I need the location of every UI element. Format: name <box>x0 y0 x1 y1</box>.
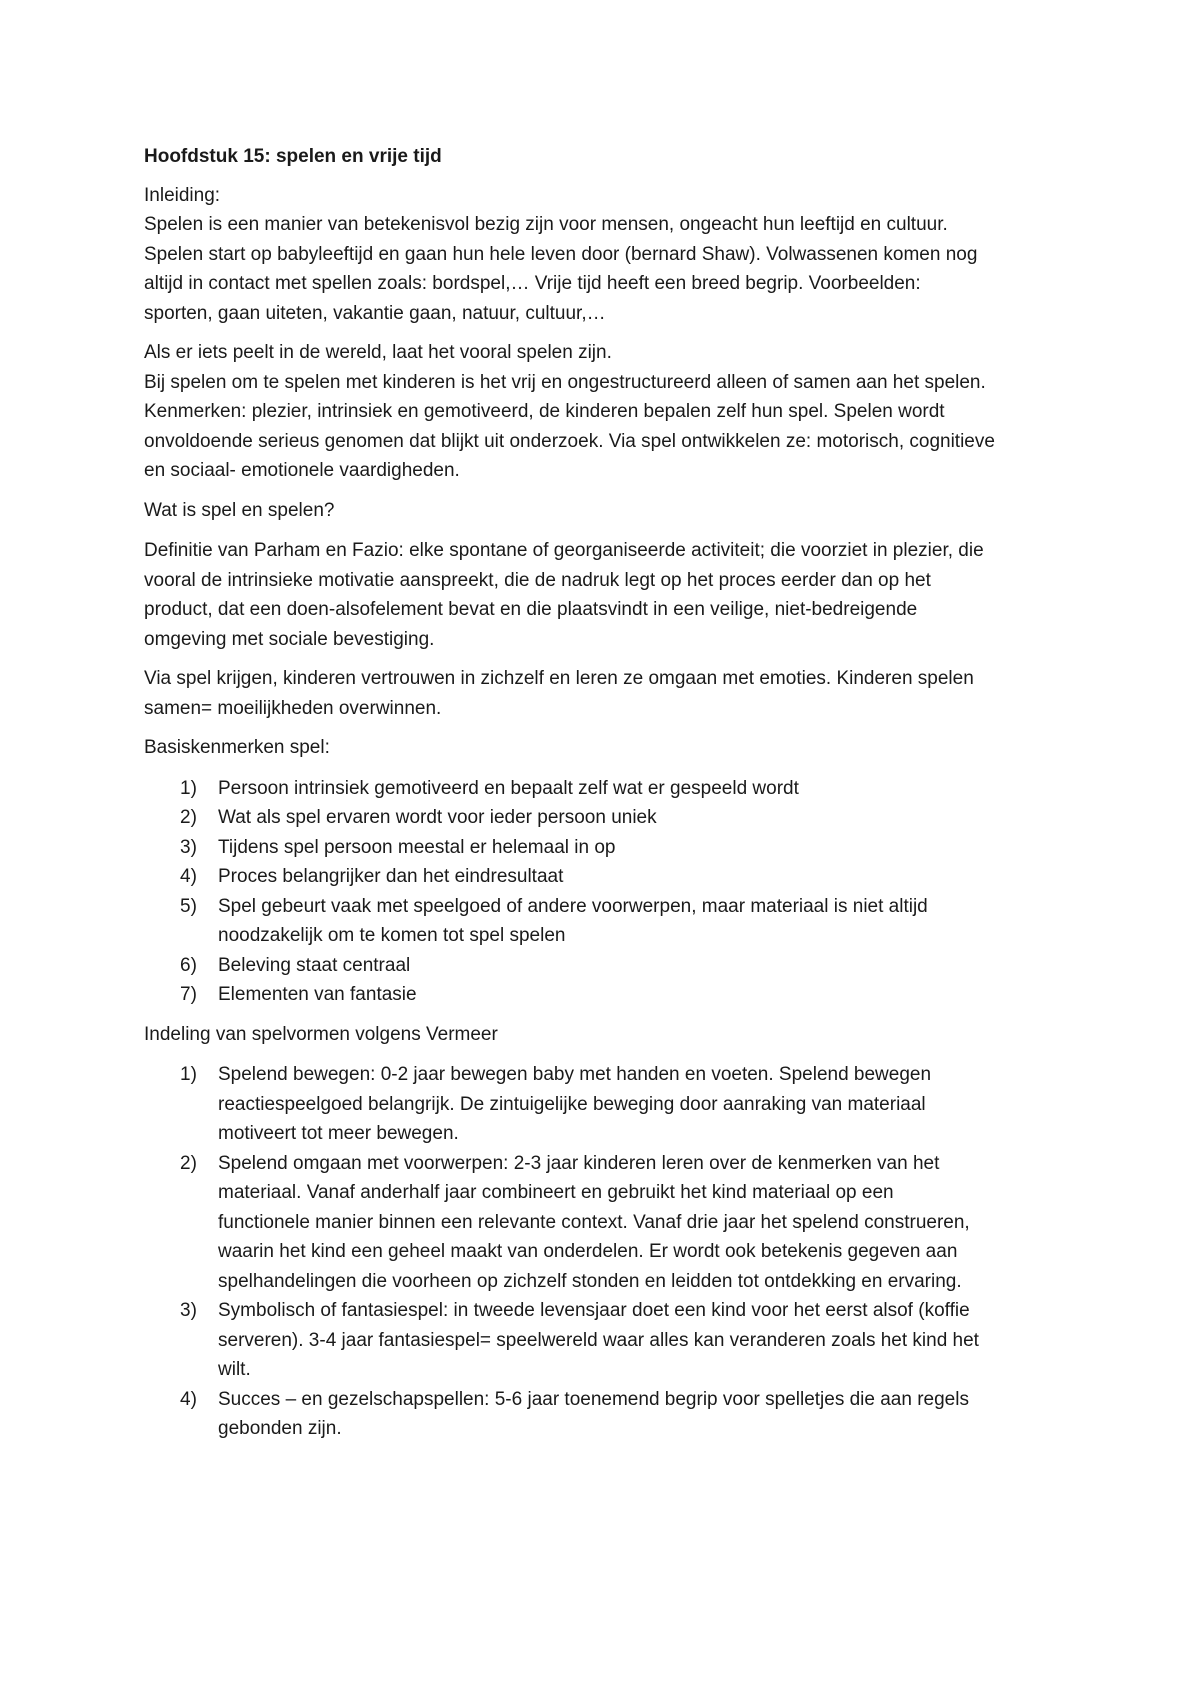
list-item <box>144 774 1074 804</box>
text-line: Kenmerken: plezier, intrinsiek en gemotiveerd, de kinderen bepalen zelf hun spel. Spelen wordt <box>144 401 945 422</box>
text-line: serveren). 3-4 jaar fantasiespel= speelwereld waar alles kan veranderen zoals het kind het <box>218 1329 979 1351</box>
play-paragraph <box>144 338 1074 486</box>
text-line: Beleving staat centraal <box>218 954 411 976</box>
list-item <box>144 803 1074 833</box>
text-line: Spelen start op babyleeftijd en gaan hun hele leven door (bernard Shaw). Volwassenen komen nog <box>144 243 978 265</box>
text-line: reactiespeelgoed belangrijk. De zintuigelijke beweging door aanraking van materiaal <box>218 1093 926 1115</box>
list-number: 2) <box>180 807 197 828</box>
list-number: 4) <box>180 866 197 887</box>
text-line: Bij spelen om te spelen met kinderen is het vrij en ongestructureerd alleen of samen aan het spelen. <box>144 371 986 393</box>
text-line: Wat als spel ervaren wordt voor ieder persoon uniek <box>218 807 657 828</box>
text-line: waarin het kind een geheel maakt van onderdelen. Er wordt ook betekenis gegeven aan <box>218 1241 958 1262</box>
text-line: Proces belangrijker dan het eindresultaat <box>218 866 564 887</box>
list-item <box>144 1296 1074 1385</box>
list-number: 1) <box>180 1064 197 1085</box>
text-line: Als er iets peelt in de wereld, laat het vooral spelen zijn. <box>144 342 612 363</box>
basic-characteristics-list <box>144 774 1074 1010</box>
text-line: Elementen van fantasie <box>218 984 417 1005</box>
text-line: Spelen is een manier van betekenisvol bezig zijn voor mensen, ongeacht hun leeftijd en cultuur. <box>144 214 948 235</box>
text-line: wilt. <box>218 1359 251 1380</box>
list-item <box>144 980 1074 1010</box>
list-item <box>144 1149 1074 1297</box>
text-line: Via spel krijgen, kinderen vertrouwen in zichzelf en leren ze omgaan met emoties. Kinderen spelen <box>144 668 974 689</box>
text-line: Spelend bewegen: 0-2 jaar bewegen baby met handen en voeten. Spelend bewegen <box>218 1064 932 1085</box>
text-line: product, dat een doen-alsofelement bevat en die plaatsvindt in een veilige, niet-bedreigende <box>144 599 918 620</box>
text-line: gebonden zijn. <box>218 1418 342 1439</box>
list-item <box>144 862 1074 892</box>
heading-what-is-play: Wat is spel en spelen? <box>144 499 335 521</box>
intro-label: Inleiding: <box>144 184 221 206</box>
text-line: functionele manier binnen een relevante context. Vanaf drie jaar het spelend construeren, <box>218 1211 970 1233</box>
list-item <box>144 892 1074 951</box>
via-spel-paragraph <box>144 664 1074 723</box>
document-body <box>144 142 1074 1454</box>
list-item <box>144 1060 1074 1149</box>
text-line: sporten, gaan uiteten, vakantie gaan, natuur, cultuur,… <box>144 302 606 324</box>
intro-paragraph <box>144 181 1074 329</box>
text-line: materiaal. Vanaf anderhalf jaar combineert en gebruikt het kind materiaal op een <box>218 1182 894 1203</box>
list-number: 2) <box>180 1152 197 1174</box>
text-line: samen= moeilijkheden overwinnen. <box>144 697 442 719</box>
text-line: motiveert tot meer bewegen. <box>218 1123 459 1144</box>
text-line: Tijdens spel persoon meestal er helemaal in op <box>218 836 616 858</box>
list-number: 1) <box>180 777 197 799</box>
definition-paragraph <box>144 536 1074 654</box>
list-number: 4) <box>180 1388 197 1410</box>
text-line: en sociaal- emotionele vaardigheden. <box>144 460 460 481</box>
text-line: altijd in contact met spellen zoals: bordspel,… Vrije tijd heeft een breed begrip. Voorbeelden: <box>144 273 921 294</box>
text-line: Spel gebeurt vaak met speelgoed of andere voorwerpen, maar materiaal is niet altijd <box>218 895 928 917</box>
list-number: 3) <box>180 1300 197 1321</box>
text-line: vooral de intrinsieke motivatie aanspreekt, die de nadruk legt op het proces eerder dan op het <box>144 569 931 591</box>
play-forms-list <box>144 1060 1074 1444</box>
list-number: 6) <box>180 954 197 976</box>
text-line: omgeving met sociale bevestiging. <box>144 628 435 650</box>
list-number: 3) <box>180 836 197 858</box>
text-line: Persoon intrinsiek gemotiveerd en bepaalt zelf wat er gespeeld wordt <box>218 777 799 799</box>
list-item <box>144 1385 1074 1444</box>
text-line: noodzakelijk om te komen tot spel spelen <box>218 925 566 946</box>
heading-basic-characteristics: Basiskenmerken spel: <box>144 737 330 758</box>
text-line: Spelend omgaan met voorwerpen: 2-3 jaar kinderen leren over de kenmerken van het <box>218 1152 940 1174</box>
list-number: 7) <box>180 984 197 1005</box>
list-item <box>144 951 1074 981</box>
text-line: Symbolisch of fantasiespel: in tweede levensjaar doet een kind voor het eerst alsof (koffie <box>218 1300 970 1321</box>
text-line: onvoldoende serieus genomen dat blijkt uit onderzoek. Via spel ontwikkelen ze: motorisch, cognitieve <box>144 430 995 452</box>
list-item <box>144 833 1074 863</box>
list-number: 5) <box>180 895 197 917</box>
text-line: Definitie van Parham en Fazio: elke spontane of georganiseerde activiteit; die voorziet in plezier, die <box>144 540 984 561</box>
chapter-title: Hoofdstuk 15: spelen en vrije tijd <box>144 146 442 167</box>
text-line: Succes – en gezelschapspellen: 5-6 jaar toenemend begrip voor spelletjes die aan regels <box>218 1388 969 1410</box>
heading-play-forms: Indeling van spelvormen volgens Vermeer <box>144 1023 498 1045</box>
text-line: spelhandelingen die voorheen op zichzelf stonden en leidden tot ontdekking en ervaring. <box>218 1270 962 1292</box>
